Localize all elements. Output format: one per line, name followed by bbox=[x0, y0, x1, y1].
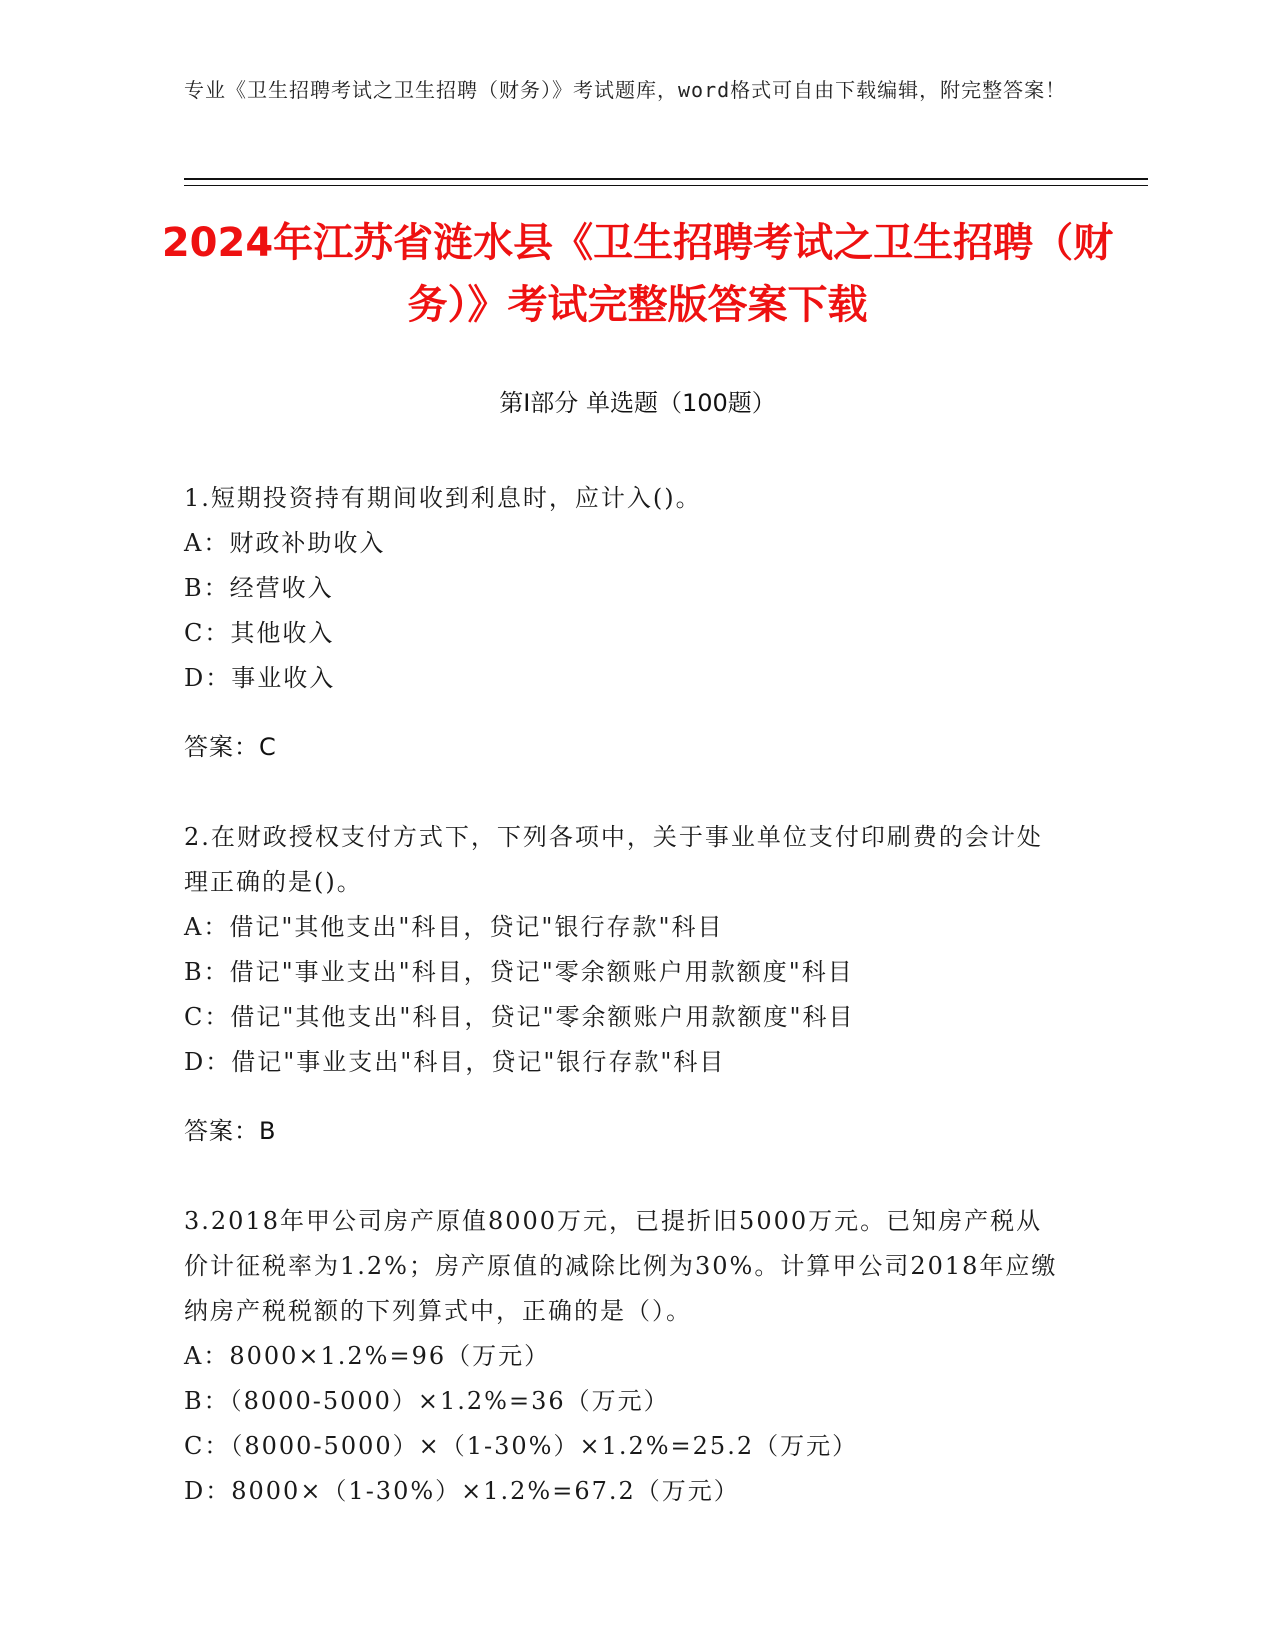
option-b: B：借记"事业支出"科目，贷记"零余额账户用款额度"科目 bbox=[184, 958, 854, 986]
question-list bbox=[184, 476, 1064, 1559]
option-a: A：借记"其他支出"科目，贷记"银行存款"科目 bbox=[184, 913, 724, 941]
option-b: B：（8000-5000）×1.2%=36（万元） bbox=[184, 1387, 670, 1415]
option-c: C：借记"其他支出"科目，贷记"零余额账户用款额度"科目 bbox=[184, 1003, 855, 1031]
option-d: D：事业收入 bbox=[184, 664, 336, 692]
document-title: 2024年江苏省涟水县《卫生招聘考试之卫生招聘（财务）》考试完整版答案下载 bbox=[161, 220, 1114, 328]
option-a: A：8000×1.2%=96（万元） bbox=[184, 1342, 551, 1370]
header-divider-thin bbox=[184, 185, 1148, 186]
option-c: C：（8000-5000）×（1-30%）×1.2%=25.2（万元） bbox=[184, 1432, 859, 1460]
question-1 bbox=[184, 476, 1064, 770]
option-d: D：8000×（1-30%）×1.2%=67.2（万元） bbox=[184, 1477, 740, 1505]
header-divider-thick bbox=[184, 178, 1148, 180]
option-d: D：借记"事业支出"科目，贷记"银行存款"科目 bbox=[184, 1048, 726, 1076]
header-note: 专业《卫生招聘考试之卫生招聘（财务）》考试题库，word格式可自由下载编辑，附完整答案！ bbox=[184, 78, 1067, 102]
question-3 bbox=[184, 1199, 1064, 1514]
question-2 bbox=[184, 815, 1064, 1154]
answer: 答案：C bbox=[184, 733, 277, 761]
option-b: B：经营收入 bbox=[184, 574, 334, 602]
question-stem: 3.2018年甲公司房产原值8000万元，已提折旧5000万元。已知房产税从价计征税率为1.2%；房产原值的减除比例为30%。计算甲公司2018年应缴纳房产税税额的下列算式中，正确的是（）。 bbox=[184, 1207, 1058, 1325]
option-c: C：其他收入 bbox=[184, 619, 335, 647]
question-stem: 1.短期投资持有期间收到利息时，应计入()。 bbox=[184, 484, 702, 512]
option-a: A：财政补助收入 bbox=[184, 529, 386, 557]
question-stem: 2.在财政授权支付方式下，下列各项中，关于事业单位支付印刷费的会计处理正确的是()。 bbox=[184, 823, 1043, 896]
section-title: 第Ⅰ部分 单选题（100题） bbox=[499, 389, 776, 417]
answer: 答案：B bbox=[184, 1117, 277, 1145]
